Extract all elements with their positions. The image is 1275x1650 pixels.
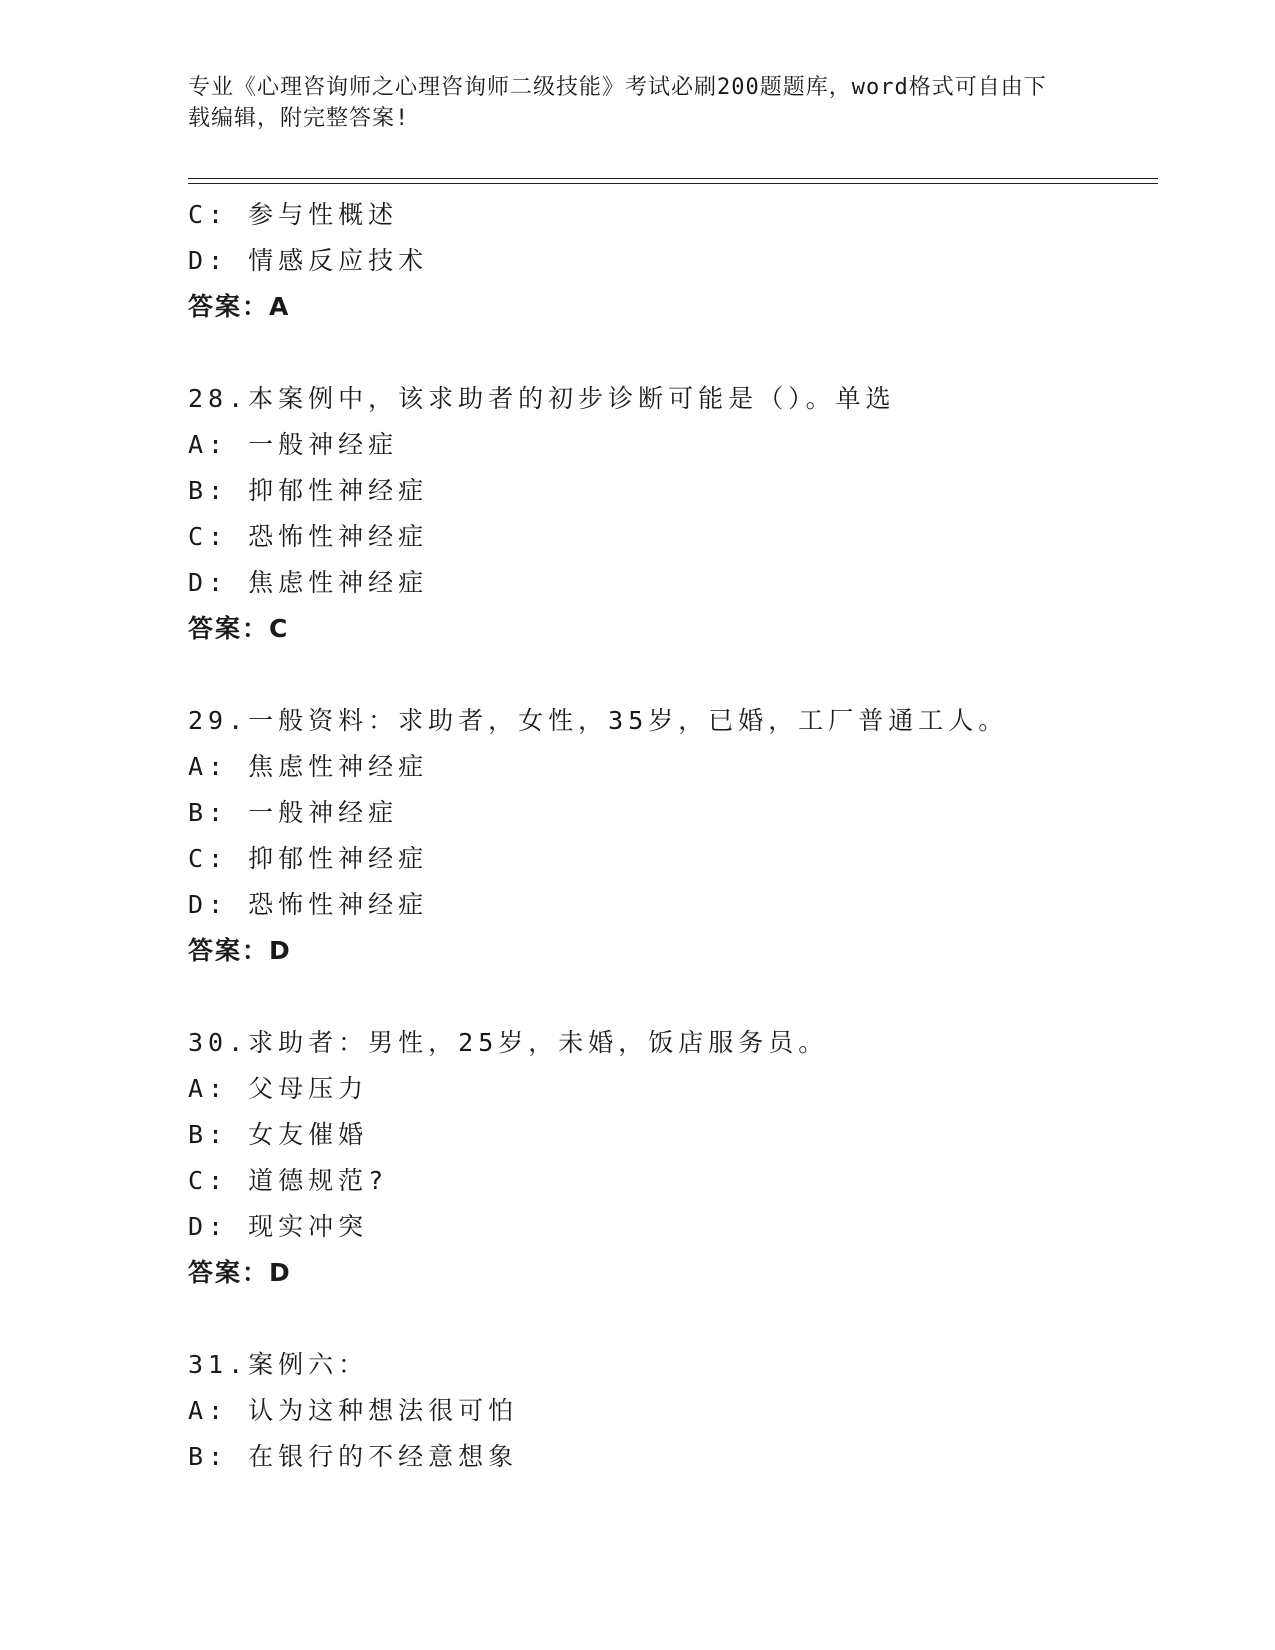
option-a: A: 父母压力: [188, 1074, 369, 1103]
question-stem: 28.本案例中，该求助者的初步诊断可能是（）。单选: [188, 384, 896, 413]
document-title: 专业《心理咨询师之心理咨询师二级技能》考试必刷200题题库，word格式可自由下载编辑，附完整答案!: [188, 75, 1047, 131]
question-stem: 31.案例六：: [188, 1350, 369, 1379]
option-a: A: 认为这种想法很可怕: [188, 1396, 519, 1425]
option-c: C: 抑郁性神经症: [188, 844, 429, 873]
option-b: B: 女友催婚: [188, 1120, 369, 1149]
option-d: D: 现实冲突: [188, 1212, 369, 1241]
option-b: B: 一般神经症: [188, 798, 399, 827]
header-divider-bottom: [188, 183, 1158, 184]
question-stem: 30.求助者：男性，25岁，未婚，饭店服务员。: [188, 1028, 829, 1057]
spacer: [188, 330, 1148, 376]
option-c: C: 恐怖性神经症: [188, 522, 429, 551]
option-a: A: 焦虑性神经症: [188, 752, 429, 781]
option-c: C: 参与性概述: [188, 200, 399, 229]
option-d: D: 情感反应技术: [188, 246, 429, 275]
answer-line: 答案：C: [188, 614, 290, 643]
option-d: D: 恐怖性神经症: [188, 890, 429, 919]
option-b: B: 在银行的不经意想象: [188, 1442, 519, 1471]
option-a: A: 一般神经症: [188, 430, 399, 459]
answer-line: 答案：A: [188, 292, 291, 321]
header-divider-top: [188, 178, 1158, 179]
option-b: B: 抑郁性神经症: [188, 476, 429, 505]
question-list: [188, 192, 1148, 1480]
answer-line: 答案：D: [188, 936, 292, 965]
option-c: C: 道德规范?: [188, 1166, 389, 1195]
answer-line: 答案：D: [188, 1258, 292, 1287]
spacer: [188, 1296, 1148, 1342]
question-stem: 29.一般资料：求助者，女性，35岁，已婚，工厂普通工人。: [188, 706, 1009, 735]
option-d: D: 焦虑性神经症: [188, 568, 429, 597]
spacer: [188, 974, 1148, 1020]
spacer: [188, 652, 1148, 698]
document-header: [188, 72, 1068, 134]
